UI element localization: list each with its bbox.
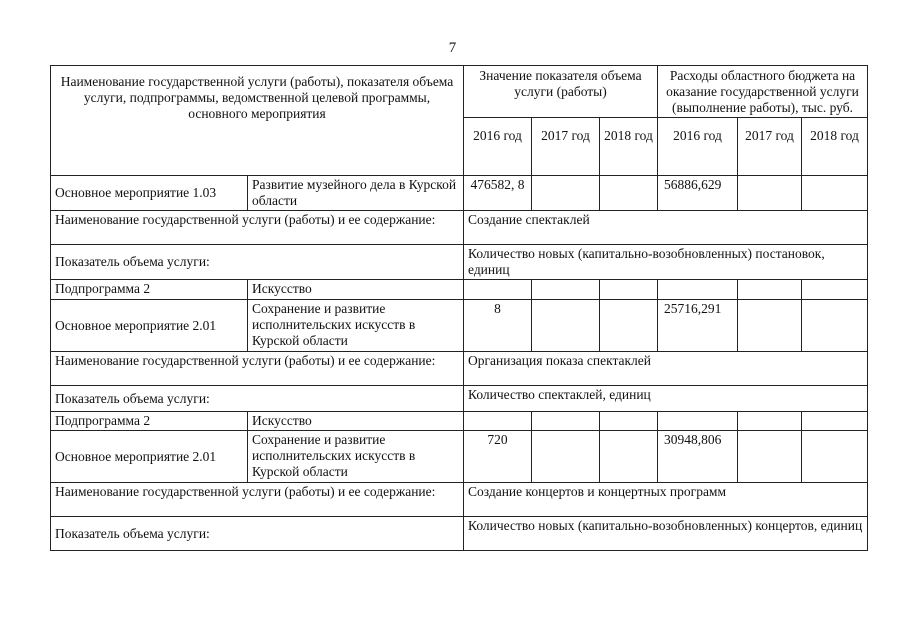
table-row [51, 412, 868, 431]
page-number: 7 [448, 40, 457, 56]
indicator-label: Показатель объема услуги: [51, 245, 464, 280]
expense-2016: 56886,629 [658, 176, 738, 211]
expense-2016: 30948,806 [658, 431, 738, 483]
service-name-label: Наименование государственной услуги (работы) и ее содержание: [51, 483, 464, 517]
row-label: Подпрограмма 2 [51, 412, 248, 431]
expense-2017 [738, 176, 802, 211]
table-row [51, 352, 868, 386]
header-expenses-text: Расходы областного бюджета на оказание государственной услуги (выполнение работы), тыс. руб. [666, 68, 859, 115]
value-2017 [532, 176, 600, 211]
empty-cell [532, 280, 600, 300]
indicator-value: Количество новых (капитально-возобновленных) постановок, единиц [464, 245, 868, 280]
row-label: Основное мероприятие 2.01 [51, 300, 248, 352]
expense-2018 [802, 431, 868, 483]
empty-cell [464, 412, 532, 431]
year-header-volume-2017: 2017 год [532, 118, 600, 176]
value-2018 [600, 176, 658, 211]
year-header-expenses-2018: 2018 год [802, 118, 868, 176]
expense-2018 [802, 176, 868, 211]
header-expenses-cell [658, 66, 868, 118]
table-row [51, 300, 868, 352]
empty-cell [532, 412, 600, 431]
year-header-volume-2016: 2016 год [464, 118, 532, 176]
row-name: Развитие музейного дела в Курской области [248, 176, 464, 211]
year-header-expenses-2016: 2016 год [658, 118, 738, 176]
value-2017 [532, 431, 600, 483]
empty-cell [600, 280, 658, 300]
row-name: Сохранение и развитие исполнительских искусств в Курской области [248, 431, 464, 483]
header-row-top [51, 66, 868, 118]
indicator-label: Показатель объема услуги: [51, 517, 464, 551]
value-2016: 8 [464, 300, 532, 352]
table-row [51, 211, 868, 245]
expense-2016: 25716,291 [658, 300, 738, 352]
row-label: Основное мероприятие 1.03 [51, 176, 248, 211]
table-row [51, 483, 868, 517]
empty-cell [802, 412, 868, 431]
expense-2018 [802, 300, 868, 352]
service-name-value: Организация показа спектаклей [464, 352, 868, 386]
empty-cell [600, 412, 658, 431]
header-name-text: Наименование государственной услуги (работы), показателя объема услуги, подпрограммы, ведомственной целевой программы, основного мероприятия [60, 74, 454, 121]
empty-cell [802, 280, 868, 300]
table-row [51, 517, 868, 551]
empty-cell [464, 280, 532, 300]
table-row [51, 176, 868, 211]
empty-cell [738, 412, 802, 431]
row-name: Искусство [248, 412, 464, 431]
table-row [51, 280, 868, 300]
row-name: Искусство [248, 280, 464, 300]
table-row [51, 245, 868, 280]
header-volume-cell [464, 66, 658, 118]
value-2016: 476582, 8 [464, 176, 532, 211]
empty-cell [658, 412, 738, 431]
value-2018 [600, 431, 658, 483]
indicator-value: Количество спектаклей, единиц [464, 386, 868, 412]
indicator-value: Количество новых (капитально-возобновленных) концертов, единиц [464, 517, 868, 551]
header-name-cell [51, 66, 464, 176]
table-row [51, 431, 868, 483]
service-name-label: Наименование государственной услуги (работы) и ее содержание: [51, 211, 464, 245]
expense-2017 [738, 300, 802, 352]
indicator-label: Показатель объема услуги: [51, 386, 464, 412]
service-name-value: Создание концертов и концертных программ [464, 483, 868, 517]
budget-table [50, 65, 868, 551]
row-name: Сохранение и развитие исполнительских искусств в Курской области [248, 300, 464, 352]
expense-2017 [738, 431, 802, 483]
value-2018 [600, 300, 658, 352]
value-2016: 720 [464, 431, 532, 483]
service-name-value: Создание спектаклей [464, 211, 868, 245]
table-row [51, 386, 868, 412]
year-header-volume-2018: 2018 год [600, 118, 658, 176]
row-label: Подпрограмма 2 [51, 280, 248, 300]
row-label: Основное мероприятие 2.01 [51, 431, 248, 483]
service-name-label: Наименование государственной услуги (работы) и ее содержание: [51, 352, 464, 386]
empty-cell [738, 280, 802, 300]
value-2017 [532, 300, 600, 352]
empty-cell [658, 280, 738, 300]
header-volume-text: Значение показателя объема услуги (работы) [479, 68, 642, 99]
year-header-expenses-2017: 2017 год [738, 118, 802, 176]
